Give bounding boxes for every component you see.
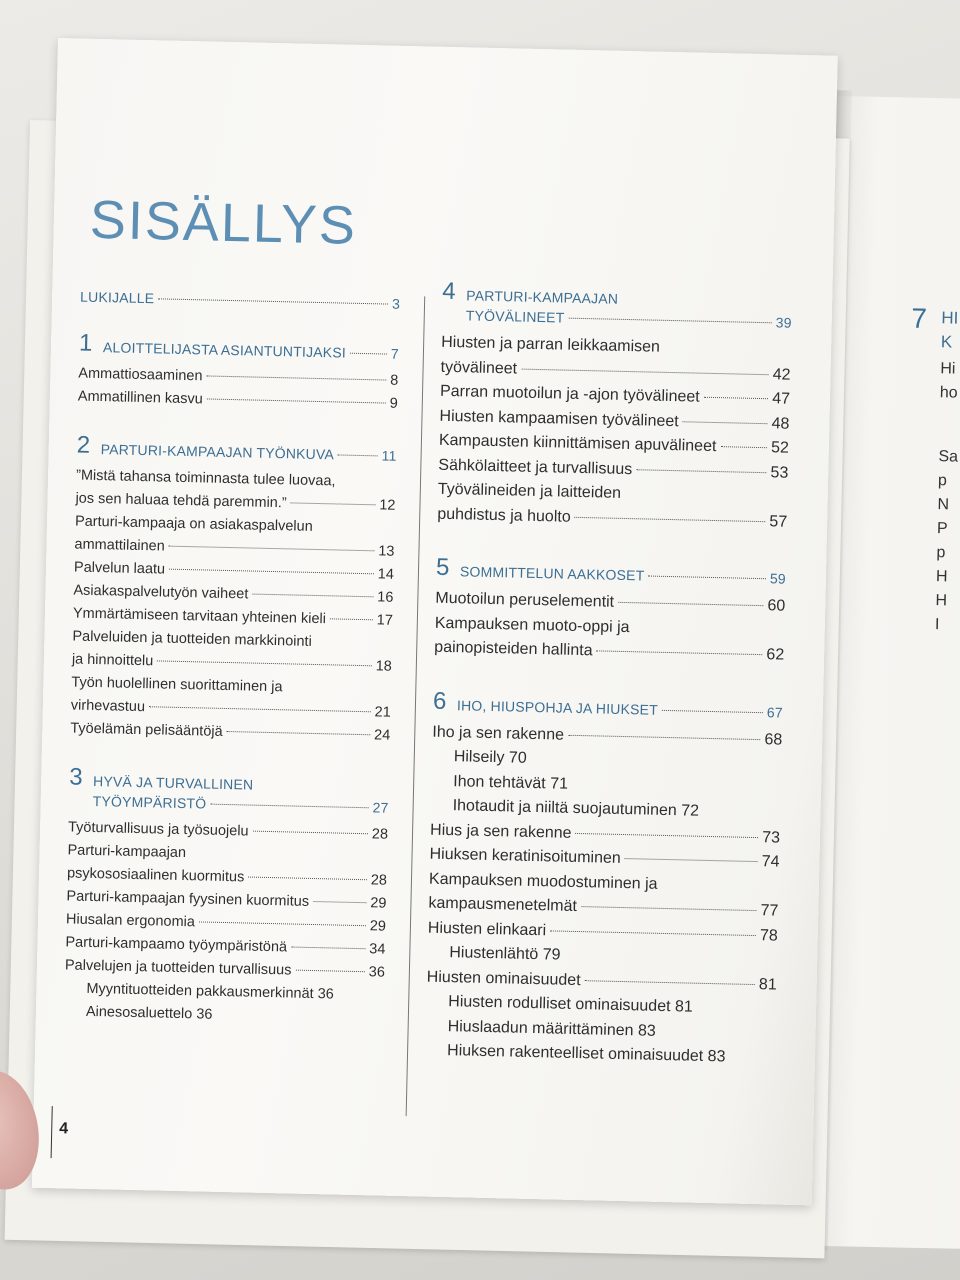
entry-title: Iho ja sen rakenne [432,723,565,744]
toc-entry-line: Kampauksen muoto-oppi ja [434,614,630,636]
subentry-title: Hilseily [453,748,505,767]
dot-leader [521,368,769,375]
entry-title: Hiusalan ergonomia [65,911,196,931]
entry-title: Asiakaspalvelutyön vaiheet [73,582,249,603]
entry-title: Sähkölaitteet ja turvallisuus [438,456,633,478]
dot-leader [350,353,387,355]
dot-leader [313,901,366,903]
entry-page: 3 [391,295,401,312]
entry-page: 81 [758,975,777,994]
section-heading [68,763,389,817]
entry-title: Hiuksen keratinisoituminen [429,845,621,867]
subentry-title: Ihotaudit ja niiltä suojautuminen [452,797,677,820]
entry-title: puhdistus ja huolto [437,505,571,526]
dot-leader [720,446,767,448]
entry-page: 17 [376,612,394,629]
entry-page: 14 [377,566,395,583]
entry-page: 13 [378,543,395,560]
section-title-row [460,561,786,588]
entry-page: 28 [370,872,388,889]
entry-page: 24 [373,727,391,744]
dot-leader [157,660,371,666]
entry-title: Työturvallisuus ja työsuojelu [67,819,249,840]
subentry-title: Hiustenlähtö [449,944,539,964]
subentry-page: 83 [637,1021,656,1040]
subentry-page: 81 [674,998,693,1016]
subentry-page: 72 [681,802,700,820]
dot-leader [207,398,386,403]
entry-title: Hiusten kampaamisen työvälineet [439,407,679,430]
entry-title: Ymmärtämiseen tarvitaan yhteinen kieli [72,605,327,628]
entry-title: virhevastuu [70,697,146,716]
section-title-row [103,337,399,364]
section-title-line: HYVÄ JA TURVALLINEN [92,772,254,793]
entry-page: 42 [772,365,791,384]
next-page-section-number: 7 [911,302,928,334]
entry-page: 12 [379,497,396,514]
entry-page: 21 [374,704,391,721]
entry-title: PARTURI-KAMPAAJAN TYÖNKUVA [100,441,335,463]
entry-title: Muotoilun peruselementit [435,589,615,611]
dot-leader [581,906,757,911]
dot-leader [704,397,769,399]
entry-title: painopisteiden hallinta [434,638,593,660]
entry-title: työvälineet [440,358,518,377]
dot-leader [568,734,761,739]
entry-page: 73 [762,828,781,847]
entry-title: Ammattiosaaminen [78,365,203,385]
entry-page: 48 [771,414,790,433]
section-heading [78,329,400,364]
entry-page: 68 [764,730,783,749]
section-heading [432,687,784,722]
section-heading [435,553,787,589]
dot-leader [648,576,766,580]
dot-leader [248,877,367,881]
toc-left-column [64,287,401,1031]
subentry-title: Hiuksen rakenteelliset ominaisuudet [446,1042,704,1065]
entry-page: 8 [390,372,399,389]
entry-page: 53 [770,463,789,482]
dot-leader [568,318,771,324]
entry-title: ALOITTELIJASTA ASIANTUNTIJAKSI [102,339,347,361]
entry-title: ammattilainen [74,536,165,555]
contents-page [32,38,838,1205]
entry-title: Hiusten ominaisuudet [426,968,581,989]
dot-leader [295,970,364,973]
dot-leader [291,947,365,950]
page-title: SISÄLLYS [89,189,358,256]
section-number: 3 [68,763,84,791]
subentry-title: Myyntituotteiden pakkausmerkinnät [86,980,314,1003]
section-heading [76,431,397,466]
dot-leader [625,858,758,862]
entry-title: IHO, HIUSPOHJA JA HIUKSET [456,696,659,718]
dot-leader [199,921,366,926]
dot-leader [210,804,368,809]
next-page-line: p [937,472,948,490]
entry-title: Hiusten elinkaari [427,919,547,939]
dot-leader [330,618,373,620]
entry-page: 7 [390,345,400,362]
next-page-line: I [934,616,940,634]
folio-rule [51,1106,53,1158]
entry-page: 57 [769,512,788,531]
next-page-heading-2: K [940,332,953,352]
dot-leader [338,454,378,456]
dot-leader [169,546,375,552]
entry-page: 67 [766,703,784,721]
next-page-line: p [936,544,946,562]
toc-right-column [425,277,793,1071]
dot-leader [576,832,759,837]
entry-title: ja hinnoittelu [71,651,154,670]
subentry-title: Hiusten rodulliset ominaisuudet [448,993,671,1016]
subentry-page: 36 [196,1006,213,1023]
dot-leader [291,502,376,505]
entry-title: Palvelujen ja tuotteiden turvallisuus [64,957,292,979]
entry-page: 74 [761,853,780,871]
next-page-line: ho [939,384,958,402]
section-number: 1 [78,329,93,357]
subentry-page: 70 [508,749,527,767]
section-number: 2 [76,431,91,459]
entry-title: Hius ja sen rakenne [429,821,572,842]
toc-entry-line: Palveluiden ja tuotteiden markkinointi [72,628,312,650]
entry-title: Parran muotoilun ja -ajon työvälineet [439,382,700,406]
subentry-title: Ainesosaluettelo [85,1003,193,1023]
entry-page: 39 [775,314,792,331]
entry-title: TYÖYMPÄRISTÖ [92,792,207,812]
dot-leader [585,980,755,985]
section-title-line: PARTURI-KAMPAAJAN [466,287,619,307]
dot-leader [227,731,370,735]
entry-title: Ammatillinen kasvu [77,388,203,408]
subentry-page: 83 [707,1048,726,1066]
toc-entry-line: Hiusten ja parran leikkaamisen [441,333,661,356]
toc-entry-line: Parturi-kampaajan [67,842,187,862]
entry-title: Parturi-kampaamo työympäristönä [65,934,288,956]
toc-entry-line: Kampauksen muodostuminen ja [428,870,658,893]
entry-page: 9 [389,395,398,412]
dot-leader [683,421,768,424]
dot-leader [149,706,371,712]
subentry-page: 71 [549,774,569,793]
subentry-page: 36 [317,986,335,1003]
entry-page: 29 [370,895,387,912]
entry-page: 11 [381,447,397,464]
dot-leader [636,469,766,473]
section-title-row [80,287,400,314]
dot-leader [169,569,374,575]
column-divider [406,296,426,1116]
section-heading [80,287,400,314]
next-page-line: N [937,496,950,514]
entry-title: jos sen haluaa tehdä paremmin.” [75,490,287,512]
subentry-title: Hiuslaadun määrittäminen [447,1017,634,1039]
entry-title: LUKIJALLE [79,288,155,307]
next-page-line: H [935,592,948,610]
next-page-line: Hi [940,360,956,378]
entry-title: Kampausten kiinnittämisen apuvälineet [438,431,717,456]
subentry-page: 79 [542,946,561,964]
dot-leader [158,298,388,304]
next-page-line: P [936,520,948,538]
entry-title: kampausmenetelmät [428,894,578,915]
entry-page: 52 [770,439,790,457]
entry-page: 59 [769,570,787,587]
dot-leader [662,709,763,712]
dot-leader [550,930,756,936]
toc-entry-line: Työvälineiden ja laitteiden [437,480,622,502]
entry-title: SOMMITTELUN AAKKOSET [459,563,645,584]
page-number: 4 [59,1120,69,1138]
entry-page: 60 [767,597,786,615]
dot-leader [253,831,368,835]
entry-title: Palvelun laatu [73,559,166,578]
entry-page: 34 [369,941,386,958]
dot-leader [618,602,763,606]
entry-page: 78 [759,926,779,945]
dot-leader [252,594,373,598]
section-number: 5 [435,553,450,582]
entry-page: 18 [375,658,393,675]
section-title-row [100,439,396,466]
entry-title: Työelämän pelisääntöjä [70,720,223,740]
dot-leader [597,650,763,655]
entry-page: 29 [369,918,387,935]
entry-page: 62 [766,646,785,664]
entry-page: 16 [377,589,394,606]
entry-page: 27 [372,799,389,816]
section-title-row [457,695,783,722]
toc-entry-line: Työn huolellinen suorittaminen ja [71,674,283,696]
entry-title: psykososiaalinen kuormitus [66,865,245,886]
next-page-line: Sa [938,448,959,466]
next-page-heading-1: HI [941,308,959,328]
section-number: 4 [442,277,457,306]
entry-page: 36 [368,964,386,981]
dot-leader [206,375,386,380]
entry-title: TYÖVÄLINEET [465,307,565,326]
next-page-line: H [935,568,948,586]
subentry-title: Ihon tehtävät [453,772,546,792]
dot-leader [575,516,766,521]
toc-entry-line: ”Mistä tahansa toiminnasta tulee luovaa, [75,467,336,490]
section-number: 6 [432,687,447,715]
section-heading [442,277,793,333]
entry-page: 28 [371,826,389,843]
toc-entry-line: Parturi-kampaaja on asiakaspalvelun [74,513,313,535]
entry-page: 77 [760,902,779,920]
entry-page: 47 [772,390,791,408]
entry-title: Parturi-kampaajan fyysinen kuormitus [66,888,310,910]
